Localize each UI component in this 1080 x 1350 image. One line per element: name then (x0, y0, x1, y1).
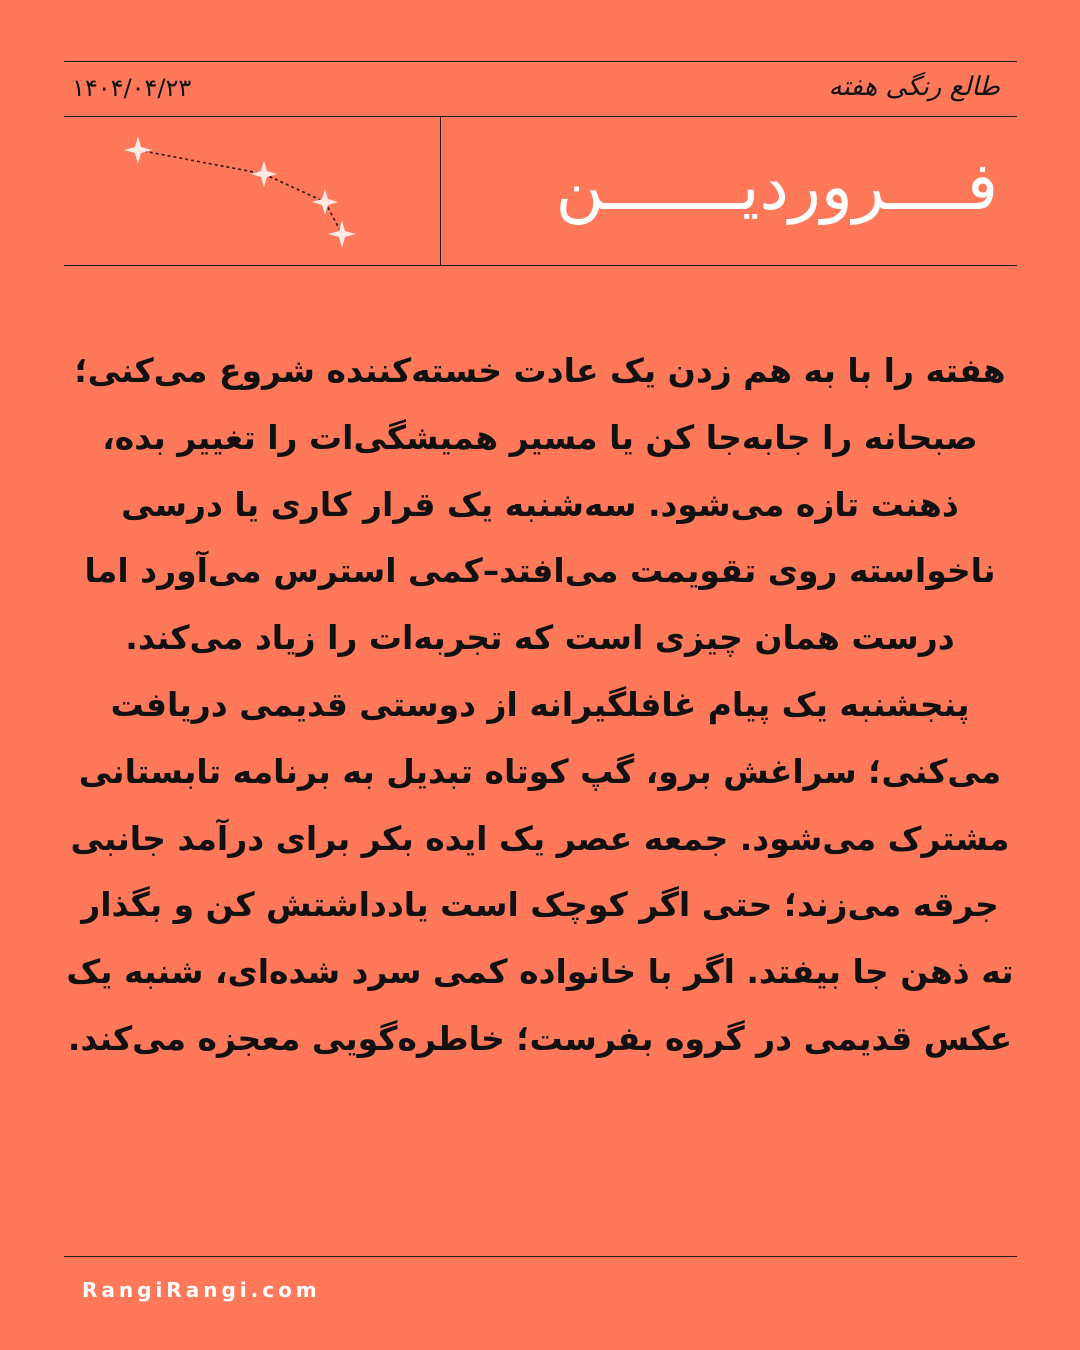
header-divider (64, 116, 1017, 117)
footer-divider (64, 1256, 1017, 1257)
horoscope-text: هفته را با به هم زدن یک عادت خسته‌کننده شروع می‌کنی؛ صبحانه را جابه‌جا کن یا مسیر همیشگی‌ات را تغییر بده، ذهنت تازه می‌شود. سه‌شنبه یک قرار کاری یا درسی ناخواسته روی تقویمت می‌افتد–کمی استرس می‌آورد اما درست همان چیزی است که تجربه‌ات را زیاد می‌کند. پنجشنبه یک پیام غافلگیرانه از دوستی قدیمی دریافت می‌کنی؛ سراغش برو، گپ کوتاه تبدیل به برنامه تابستانی مشترک می‌شود. جمعه عصر یک ایده بکر برای درآمد جانبی جرقه می‌زند؛ حتی اگر کوچک است یادداشتش کن و بگذار ته ذهن جا بیفتد. اگر با خانواده کمی سرد شده‌ای، شنبه یک عکس قدیمی در گروه بفرست؛ خاطره‌گویی معجزه می‌کند. (66, 351, 1014, 1058)
sign-divider (64, 265, 1017, 266)
aries-constellation-icon (112, 128, 372, 258)
sign-vertical-divider (440, 117, 441, 265)
issue-date: ۱۴۰۴/۰۴/۲۳ (72, 74, 192, 102)
sign-name: فــــروردیـــــــن (555, 148, 998, 225)
top-divider (64, 61, 1017, 62)
website-link[interactable]: RangiRangi.com (82, 1278, 321, 1302)
page-title: طالع رنگی هفته (828, 72, 1000, 102)
